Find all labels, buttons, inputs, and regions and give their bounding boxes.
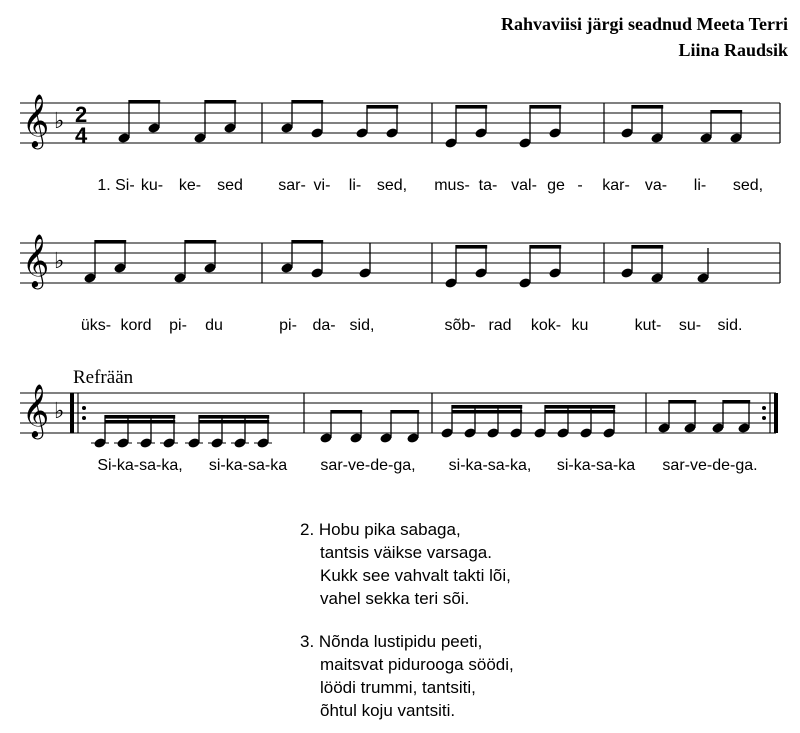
lyric-syllable: ge bbox=[547, 177, 565, 194]
lyric-syllable: sar-ve-de-ga. bbox=[662, 457, 758, 474]
refrain-label: Refrään bbox=[73, 367, 134, 388]
verse-line: löödi trummi, tantsiti, bbox=[320, 678, 476, 697]
treble-clef-icon: 𝄞 bbox=[22, 384, 50, 436]
note-beam bbox=[632, 245, 663, 249]
staff-system-3 bbox=[20, 384, 778, 474]
lyric-syllable: li- bbox=[348, 177, 362, 194]
lyric-syllable: sed, bbox=[732, 177, 764, 194]
verse-3 bbox=[300, 630, 514, 722]
lyric-syllable: vi- bbox=[313, 177, 331, 194]
note-beam bbox=[129, 100, 160, 104]
verse-line: vahel sekka teri sõi. bbox=[320, 589, 470, 608]
note-beam bbox=[331, 410, 362, 414]
staff-system-2 bbox=[20, 234, 780, 334]
note-beam bbox=[205, 100, 236, 104]
lyric-syllable: pi- bbox=[279, 317, 297, 334]
lyric-syllable: rad bbox=[488, 317, 512, 334]
repeat-thick-bar bbox=[70, 393, 74, 433]
note-beam bbox=[391, 410, 419, 414]
note-beam bbox=[669, 400, 696, 404]
repeat-dot bbox=[82, 406, 86, 410]
lyric-syllable: val- bbox=[511, 177, 537, 194]
lyric-syllable: kok- bbox=[530, 317, 562, 334]
verse-line: 3. Nõnda lustipidu peeti, bbox=[300, 632, 483, 651]
lyric-syllable: sar-ve-de-ga, bbox=[320, 457, 416, 474]
note-beam bbox=[545, 405, 615, 409]
note-beam bbox=[723, 400, 750, 404]
lyric-syllable: - bbox=[577, 177, 583, 194]
flat-icon: ♭ bbox=[54, 398, 65, 423]
note-beam bbox=[530, 105, 561, 109]
note-beam bbox=[545, 410, 615, 414]
lyric-syllable: sid, bbox=[349, 317, 375, 334]
note-beam bbox=[632, 105, 663, 109]
note-beam bbox=[199, 420, 269, 424]
note-beam bbox=[456, 245, 487, 249]
note-beam bbox=[711, 110, 742, 114]
repeat-thick-bar bbox=[774, 393, 778, 433]
flat-icon: ♭ bbox=[54, 108, 65, 133]
lyric-syllable: üks- bbox=[80, 317, 112, 334]
note-beam bbox=[456, 105, 487, 109]
lyric-syllable: si-ka-sa-ka bbox=[556, 457, 636, 474]
note-beam bbox=[199, 415, 269, 419]
lyric-syllable: pi- bbox=[169, 317, 187, 334]
verse-line: tantsis väikse varsaga. bbox=[320, 543, 492, 562]
lyric-syllable: sid. bbox=[717, 317, 743, 334]
lyric-syllable: ta- bbox=[478, 177, 498, 194]
note-beam bbox=[292, 240, 323, 244]
lyric-syllable: sõb- bbox=[444, 317, 476, 334]
note-beam bbox=[95, 240, 126, 244]
repeat-dot bbox=[762, 406, 766, 410]
lyric-syllable: sed, bbox=[376, 177, 408, 194]
lyric-syllable: ke- bbox=[178, 177, 202, 194]
lyric-syllable: su- bbox=[678, 317, 702, 334]
lyric-syllable: kar- bbox=[602, 177, 630, 194]
note-beam bbox=[292, 100, 323, 104]
note-beam bbox=[452, 405, 522, 409]
verse-line: 2. Hobu pika sabaga, bbox=[300, 520, 461, 539]
lyric-syllable: kord bbox=[120, 317, 152, 334]
lyric-syllable: mus- bbox=[434, 177, 470, 194]
lyric-syllable: Si-ka-sa-ka, bbox=[97, 457, 183, 474]
flat-icon: ♭ bbox=[54, 248, 65, 273]
time-signature-bottom: 4 bbox=[75, 123, 88, 148]
lyric-syllable: sar- bbox=[278, 177, 306, 194]
note-beam bbox=[367, 105, 398, 109]
note-beam bbox=[530, 245, 561, 249]
repeat-dot bbox=[82, 416, 86, 420]
lyric-syllable: li- bbox=[693, 177, 707, 194]
lyric-syllable: kut- bbox=[634, 317, 662, 334]
treble-clef-icon: 𝄞 bbox=[22, 234, 50, 286]
verse-line: õhtul koju vantsiti. bbox=[320, 701, 456, 720]
author-credit: Liina Raudsik bbox=[678, 40, 788, 60]
verse-2 bbox=[300, 518, 511, 610]
staff-system-1 bbox=[20, 94, 780, 194]
repeat-dot bbox=[762, 416, 766, 420]
time-signature-top: 2 bbox=[75, 102, 88, 127]
lyric-syllable: da- bbox=[312, 317, 336, 334]
lyric-syllable: du bbox=[205, 317, 223, 334]
note-beam bbox=[105, 415, 175, 419]
lyric-syllable: si-ka-sa-ka, bbox=[448, 457, 532, 474]
note-beam bbox=[185, 240, 216, 244]
treble-clef-icon: 𝄞 bbox=[22, 94, 50, 146]
lyric-syllable: ku bbox=[571, 317, 589, 334]
verse-line: Kukk see vahvalt takti lõi, bbox=[320, 566, 511, 585]
verse-line: maitsvat piduroogа söödi, bbox=[320, 655, 514, 674]
note-beam bbox=[105, 420, 175, 424]
arranger-credit: Rahvaviisi järgi seadnud Meeta Terri bbox=[501, 14, 788, 34]
note-beam bbox=[452, 410, 522, 414]
lyric-syllable: sed bbox=[217, 177, 243, 194]
lyric-syllable: va- bbox=[644, 177, 668, 194]
lyric-syllable: ku- bbox=[140, 177, 164, 194]
lyric-syllable: si-ka-sa-ka bbox=[208, 457, 288, 474]
lyric-syllable: 1. Si- bbox=[97, 177, 135, 194]
